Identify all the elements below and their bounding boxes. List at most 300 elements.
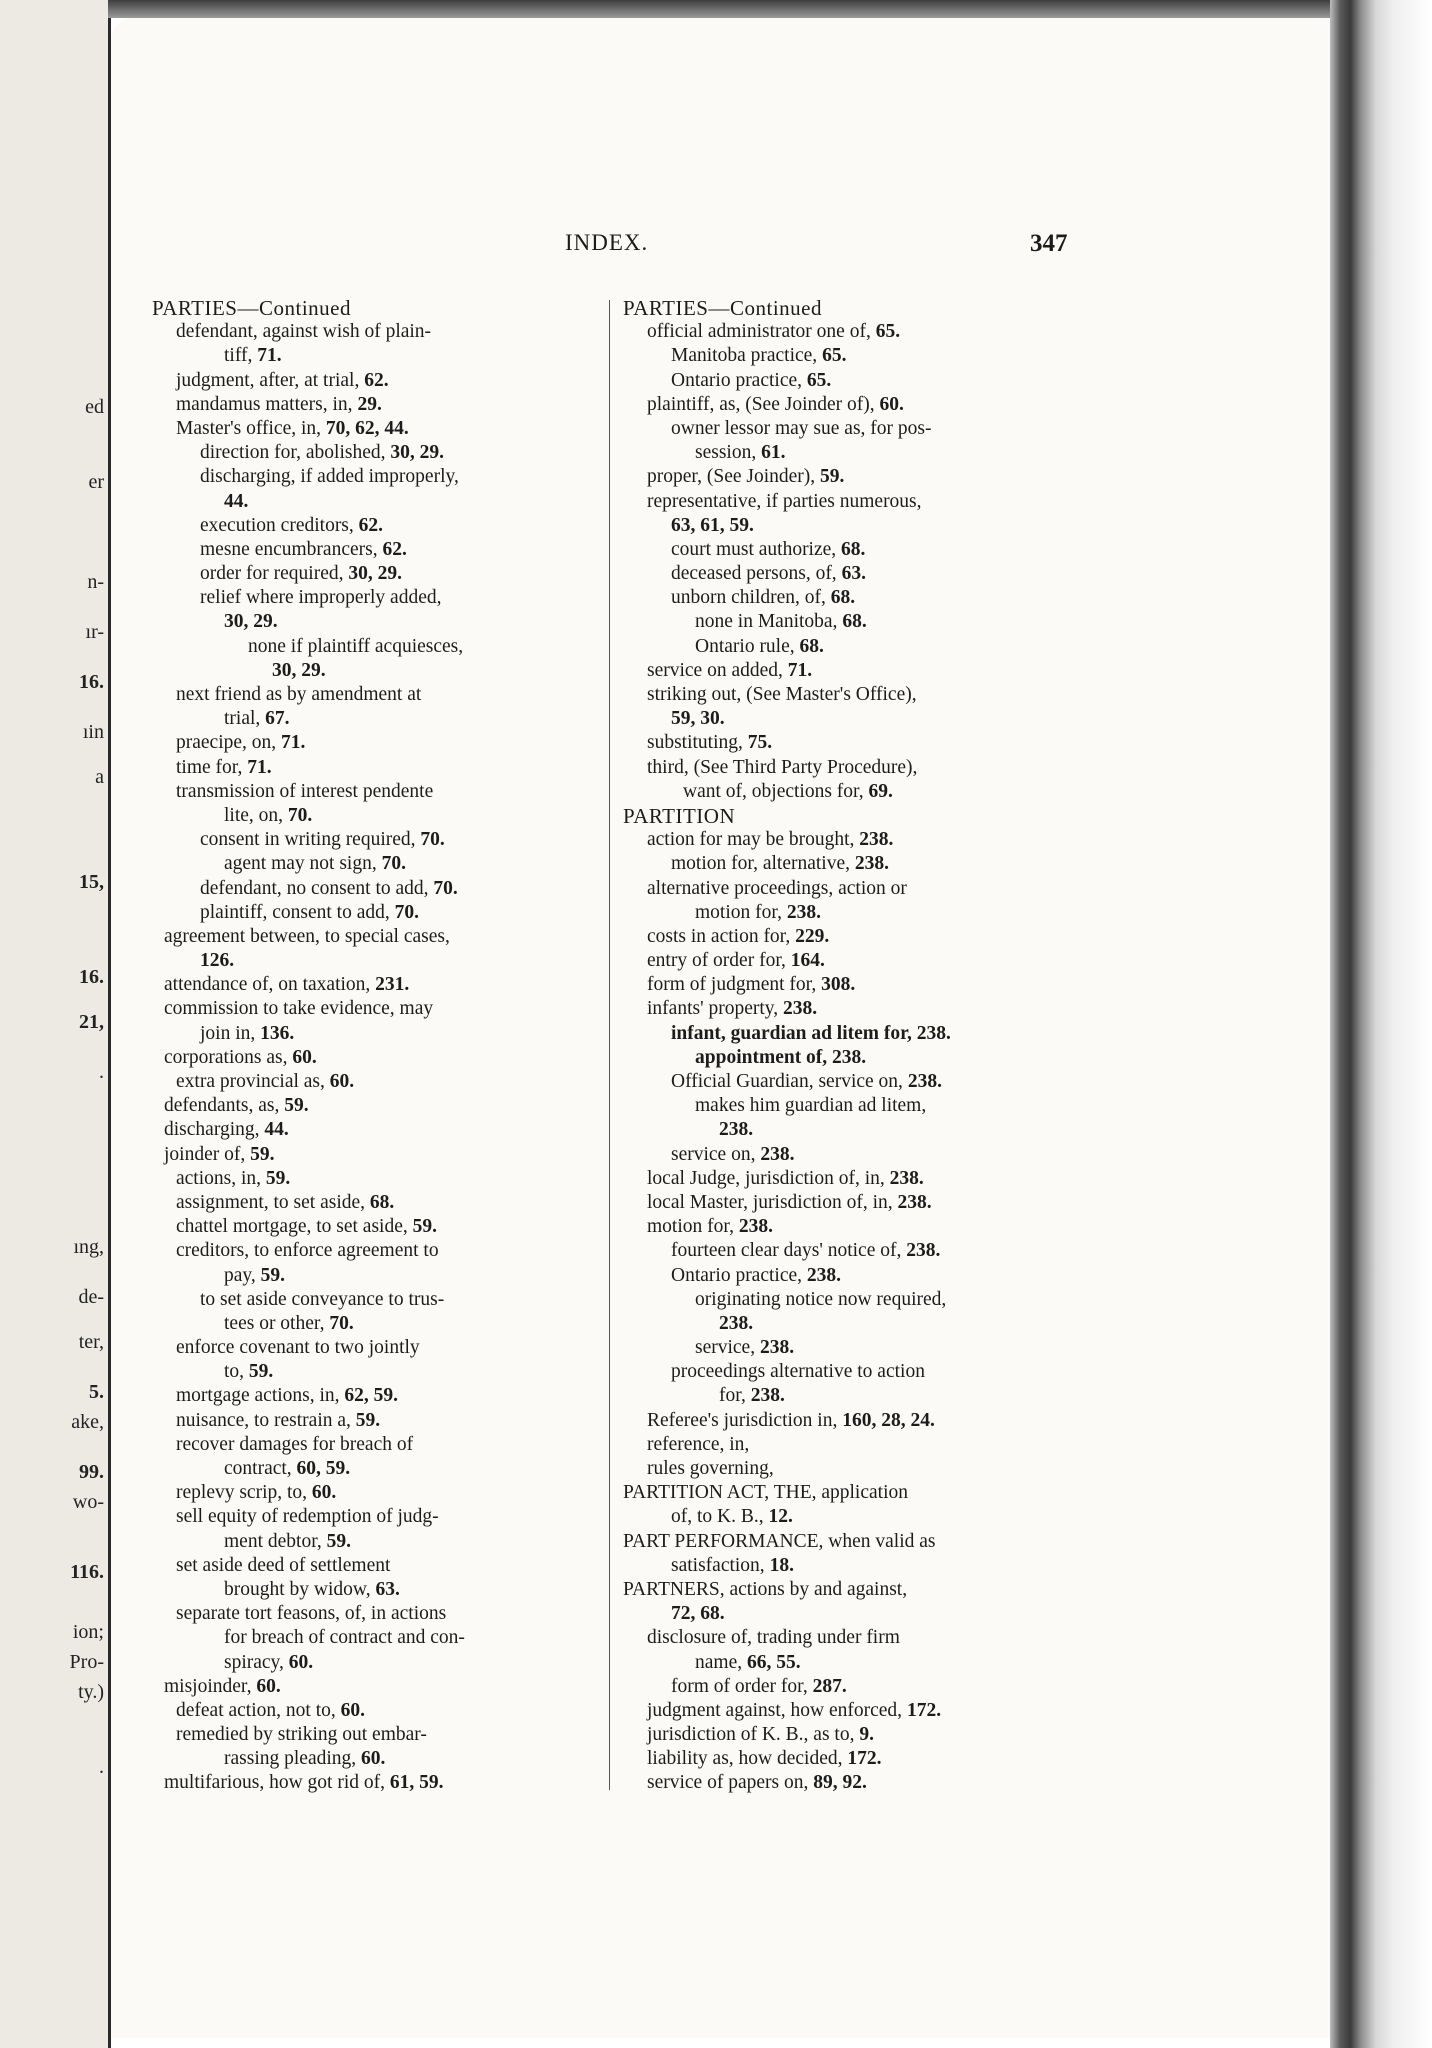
entry-text: jurisdiction of K. B., as to,: [647, 1724, 860, 1746]
index-entry: [152, 973, 592, 997]
index-entry: [623, 1578, 1073, 1602]
page-reference: 308.: [821, 974, 856, 996]
entry-text: local Judge, jurisdiction of, in,: [647, 1167, 890, 1189]
index-entry: [623, 1747, 1073, 1771]
entry-text: remedied by striking out embar-: [176, 1724, 427, 1746]
entry-text: session,: [695, 442, 762, 464]
entry-text: discharging,: [164, 1119, 265, 1141]
index-entry: [623, 320, 1073, 344]
page-reference: 65.: [822, 345, 847, 367]
index-entry: [152, 901, 592, 925]
page-reference: 59.: [412, 1216, 438, 1238]
page-reference: 60.: [292, 1046, 317, 1068]
facing-page-fragment: ty.): [78, 1681, 104, 1703]
facing-page-fragment: er: [88, 471, 104, 493]
facing-page-fragment: ake,: [71, 1411, 104, 1433]
index-entry: [152, 1481, 592, 1505]
index-entry: [623, 586, 1073, 610]
index-entry: [152, 828, 592, 852]
entry-text: order for required,: [200, 563, 349, 585]
entry-text: set aside deed of settlement: [176, 1554, 391, 1576]
index-entry: [152, 1723, 592, 1747]
entry-text: misjoinder,: [164, 1675, 257, 1697]
entry-text: agreement between, to special cases,: [164, 925, 450, 947]
index-entry: [623, 1094, 1073, 1118]
page-reference: 30, 29.: [348, 563, 402, 585]
entry-text: consent in writing required,: [200, 829, 421, 851]
index-entry: [152, 369, 592, 393]
entry-text: motion for,: [647, 1216, 739, 1238]
index-entry: [152, 659, 592, 683]
page-reference: 70.: [420, 829, 445, 851]
page-reference: 18.: [769, 1554, 794, 1576]
index-entry: [623, 1602, 1073, 1626]
index-entry: [152, 1360, 592, 1384]
index-entry: [152, 731, 592, 755]
page-reference: 29.: [357, 393, 382, 415]
entry-text: tiff,: [224, 345, 258, 367]
facing-page-fragment: n-: [87, 571, 104, 593]
entry-text: rules governing,: [647, 1458, 774, 1479]
index-entry: [623, 1626, 1073, 1650]
index-entry: [623, 1771, 1073, 1795]
entry-text: for,: [719, 1385, 751, 1407]
page-reference: 60.: [879, 393, 904, 415]
entry-text: court must authorize,: [671, 538, 842, 560]
entry-text: proper, (See Joinder),: [647, 466, 821, 488]
index-entry: [152, 1578, 592, 1602]
index-entry: [152, 1336, 592, 1360]
entry-text: originating notice now required,: [695, 1288, 947, 1310]
entry-text: enforce covenant to two jointly: [176, 1337, 420, 1359]
index-entry: [152, 804, 592, 828]
page-reference: 160, 28, 24.: [842, 1409, 935, 1431]
index-entry: [152, 562, 592, 586]
index-entry: [623, 1191, 1073, 1215]
page-reference: 71.: [247, 756, 272, 778]
entry-text: Official Guardian, service on,: [671, 1071, 908, 1092]
page-reference: 59.: [355, 1409, 381, 1431]
entry-text: ment debtor,: [224, 1530, 327, 1552]
facing-page-fragment: 15,: [79, 871, 104, 893]
page-top-shadow: [108, 0, 1342, 18]
entry-text: agent may not sign,: [224, 853, 382, 875]
entry-text: joinder of,: [164, 1143, 251, 1165]
page-reference: appointment of, 238.: [695, 1046, 867, 1068]
entry-text: service,: [695, 1337, 760, 1359]
index-entry: [152, 417, 592, 441]
entry-text: service of papers on,: [647, 1772, 814, 1794]
book-fore-edge: [1330, 0, 1432, 2048]
entry-text: direction for, abolished,: [200, 442, 391, 464]
index-entry: [152, 441, 592, 465]
index-entry: [623, 1215, 1073, 1239]
index-entry: [623, 925, 1073, 949]
index-entry: [152, 925, 592, 949]
index-entry: [623, 1505, 1073, 1529]
entry-text: actions, in,: [176, 1167, 266, 1189]
entry-text: mandamus matters, in,: [176, 393, 358, 415]
page-reference: 287.: [812, 1675, 847, 1697]
entry-text: Referee's jurisdiction in,: [647, 1409, 843, 1431]
entry-text: replevy scrip, to,: [176, 1482, 312, 1504]
page-reference: 89, 92.: [813, 1772, 867, 1794]
page-reference: 126.: [200, 950, 235, 972]
entry-text: deceased persons, of,: [671, 563, 842, 585]
entry-text: none in Manitoba,: [695, 611, 843, 633]
entry-text: defeat action, not to,: [176, 1699, 341, 1721]
page-reference: 59.: [248, 1361, 274, 1383]
index-entry: [152, 1457, 592, 1481]
entry-text: discharging, if added improperly,: [200, 466, 459, 488]
index-entry: [152, 1771, 592, 1795]
index-entry: [623, 490, 1073, 514]
page-header: [0, 230, 1432, 264]
entry-text: plaintiff, as, (See Joinder of),: [647, 393, 880, 415]
index-entry: [152, 320, 592, 344]
entry-text: none if plaintiff acquiesces,: [248, 635, 464, 657]
entry-text: to set aside conveyance to trus-: [200, 1288, 445, 1310]
facing-page-edge: [0, 0, 111, 2048]
entry-text: extra provincial as,: [176, 1071, 330, 1092]
index-entry: [623, 441, 1073, 465]
index-entry: [623, 731, 1073, 755]
page-reference: 229.: [795, 925, 830, 947]
page-reference: 238.: [719, 1312, 754, 1334]
index-entry: [152, 538, 592, 562]
entry-text: satisfaction,: [671, 1554, 770, 1576]
index-entry: [152, 1433, 592, 1457]
entry-text: contract,: [224, 1458, 297, 1479]
index-entry: [152, 877, 592, 901]
index-entry: [623, 659, 1073, 683]
facing-page-fragment: .: [99, 1756, 104, 1778]
page-reference: 238.: [897, 1191, 932, 1213]
index-entry: [152, 1505, 592, 1529]
page-reference: 59.: [326, 1530, 352, 1552]
page-reference: 68.: [830, 587, 856, 609]
index-entry: [623, 1336, 1073, 1360]
facing-page-fragment: wo-: [72, 1491, 104, 1513]
entry-text: reference, in,: [647, 1433, 750, 1455]
index-entry: [152, 1554, 592, 1578]
index-entry: [623, 1118, 1073, 1142]
page-reference: 62, 59.: [344, 1385, 399, 1407]
index-entry: [152, 1191, 592, 1215]
index-entry: [623, 1699, 1073, 1723]
page-reference: 60.: [329, 1071, 355, 1092]
page-reference: 70.: [433, 877, 458, 899]
entry-text: unborn children, of,: [671, 587, 831, 609]
index-entry: [623, 538, 1073, 562]
entry-text: owner lessor may sue as, for pos-: [671, 417, 932, 439]
index-entry: [152, 1409, 592, 1433]
facing-page-fragment: 99.: [79, 1461, 104, 1483]
index-entry: [152, 756, 592, 780]
index-entry: [623, 1675, 1073, 1699]
entry-text: trial,: [224, 708, 266, 730]
entry-text: defendant, no consent to add,: [200, 877, 434, 899]
entry-text: time for,: [176, 756, 248, 778]
facing-page-fragment: ıng,: [73, 1236, 104, 1258]
entry-text: pay,: [224, 1264, 261, 1286]
page-reference: 164.: [790, 950, 825, 972]
entry-text: PARTIES—Continued: [152, 296, 351, 320]
entry-text: lite, on,: [224, 804, 288, 826]
index-entry: [152, 635, 592, 659]
page-reference: 44.: [224, 490, 249, 512]
entry-text: proceedings alternative to action: [671, 1361, 925, 1383]
page-reference: 238.: [907, 1071, 942, 1092]
entry-text: assignment, to set aside,: [176, 1191, 370, 1213]
index-entry: [152, 780, 592, 804]
index-entry: [152, 1094, 592, 1118]
page-reference: 63.: [841, 563, 866, 585]
index-entry: [623, 1409, 1073, 1433]
index-entry: [152, 393, 592, 417]
entry-text: PARTIES—Continued: [623, 296, 822, 320]
running-head: INDEX.: [565, 230, 649, 255]
entry-text: makes him guardian ad litem,: [695, 1095, 927, 1117]
page-reference: 238.: [906, 1240, 941, 1262]
index-entry: [623, 1022, 1073, 1046]
facing-page-fragment: ır-: [85, 621, 104, 643]
entry-text: infants' property,: [647, 998, 784, 1020]
page-reference: 70.: [394, 901, 419, 923]
index-entry: [623, 973, 1073, 997]
page-reference: 65.: [806, 369, 832, 391]
entry-text: brought by widow,: [224, 1578, 376, 1600]
index-entry: [623, 610, 1073, 634]
index-entry: [623, 707, 1073, 731]
entry-text: disclosure of, trading under firm: [647, 1627, 900, 1649]
entry-text: join in,: [200, 1022, 261, 1044]
page-reference: 238.: [760, 1143, 795, 1165]
entry-text: Manitoba practice,: [671, 345, 823, 367]
entry-text: costs in action for,: [647, 925, 796, 947]
index-entry: [623, 756, 1073, 780]
entry-text: Ontario practice,: [671, 1264, 807, 1286]
entry-text: execution creditors,: [200, 514, 359, 536]
page-reference: 59.: [260, 1264, 286, 1286]
page-reference: 68.: [841, 538, 866, 560]
entry-text: for breach of contract and con-: [224, 1627, 465, 1649]
entry-text: name,: [695, 1651, 747, 1673]
index-entry: [152, 1384, 592, 1408]
index-column-left: [152, 296, 592, 1796]
entry-text: striking out, (See Master's Office),: [647, 684, 917, 705]
entry-text: judgment, after, at trial,: [176, 369, 365, 391]
entry-text: alternative proceedings, action or: [647, 877, 907, 899]
index-entry: [623, 877, 1073, 901]
entry-text: substituting,: [647, 732, 748, 754]
entry-text: plaintiff, consent to add,: [200, 901, 395, 923]
page-reference: 231.: [375, 974, 410, 996]
index-entry: [623, 369, 1073, 393]
facing-page-fragment: 116.: [70, 1561, 104, 1583]
entry-text: judgment against, how enforced,: [647, 1699, 907, 1721]
page-reference: 30, 29.: [224, 611, 278, 633]
page-reference: 59.: [820, 466, 845, 488]
index-entry: [623, 514, 1073, 538]
entry-text: action for may be brought,: [647, 829, 860, 851]
index-entry: [152, 1651, 592, 1675]
page-reference: 68.: [842, 611, 867, 633]
page-reference: 12.: [768, 1506, 793, 1528]
entry-text: transmission of interest pendente: [176, 780, 434, 802]
entry-text: rassing pleading,: [224, 1748, 362, 1770]
index-entry: [152, 707, 592, 731]
index-entry: [152, 1602, 592, 1626]
index-entry: [623, 1433, 1073, 1457]
entry-text: attendance of, on taxation,: [164, 974, 376, 996]
index-entry: [152, 1264, 592, 1288]
index-column-right: [623, 296, 1073, 1796]
page-reference: 62.: [382, 538, 407, 560]
index-entry: [623, 1384, 1073, 1408]
index-entry: [623, 465, 1073, 489]
page-reference: 59.: [250, 1143, 275, 1165]
entry-text: PARTITION: [623, 803, 736, 828]
index-entry: [152, 997, 592, 1021]
index-entry: [623, 417, 1073, 441]
page-number: 347: [1030, 230, 1068, 257]
page-reference: 238.: [786, 901, 821, 923]
page-reference: 62.: [358, 514, 384, 536]
page-reference: 69.: [868, 780, 893, 802]
page-reference: 70.: [381, 853, 406, 875]
entry-text: representative, if parties numerous,: [647, 490, 922, 512]
index-entry: [623, 1070, 1073, 1094]
entry-text: relief where improperly added,: [200, 587, 442, 609]
page-reference: 67.: [265, 708, 290, 730]
index-entry: [623, 828, 1073, 852]
page-reference: 238.: [859, 829, 894, 851]
facing-page-fragment: a: [95, 766, 104, 788]
entry-text: official administrator one of,: [647, 321, 876, 343]
page-reference: 71.: [257, 345, 282, 367]
index-entry: [152, 1215, 592, 1239]
page-reference: 172.: [906, 1699, 942, 1721]
page-reference: 68.: [369, 1191, 395, 1213]
page-reference: 238.: [854, 853, 889, 875]
index-entry: [623, 1530, 1073, 1554]
entry-text: spiracy,: [224, 1651, 289, 1673]
entry-text: commission to take evidence, may: [164, 998, 434, 1020]
page-reference: 72, 68.: [671, 1603, 725, 1625]
entry-text: defendant, against wish of plain-: [176, 321, 432, 343]
index-entry: [623, 1723, 1073, 1747]
page-reference: 62.: [364, 369, 389, 391]
page-reference: 238.: [750, 1385, 785, 1407]
index-entry: [152, 514, 592, 538]
index-entry: [623, 1046, 1073, 1070]
page-reference: 9.: [859, 1724, 874, 1746]
entry-text: Ontario practice,: [671, 369, 807, 391]
index-entry: [623, 1554, 1073, 1578]
index-entry: [623, 1457, 1073, 1481]
entry-text: corporations as,: [164, 1046, 293, 1068]
entry-text: motion for, alternative,: [671, 853, 855, 875]
index-entry: [623, 683, 1073, 707]
column-divider: [609, 300, 610, 1790]
page-reference: 60.: [340, 1699, 365, 1721]
index-entry: [623, 780, 1073, 804]
index-entry: [152, 949, 592, 973]
index-entry: [623, 344, 1073, 368]
entry-text: praecipe, on,: [176, 732, 282, 754]
facing-page-fragment: de-: [78, 1286, 104, 1308]
index-entry: [152, 465, 592, 489]
index-entry: [152, 586, 592, 610]
page-reference: 44.: [264, 1119, 289, 1141]
entry-text: next friend as by amendment at: [176, 684, 422, 705]
entry-text: third, (See Third Party Procedure),: [647, 756, 918, 778]
index-entry: [152, 344, 592, 368]
entry-text: fourteen clear days' notice of,: [671, 1240, 907, 1262]
facing-page-fragment: .: [99, 1061, 104, 1083]
facing-page-fragment: 21,: [79, 1011, 104, 1033]
page-reference: 59, 30.: [671, 708, 725, 730]
index-entry: [152, 1312, 592, 1336]
page-reference: 61, 59.: [389, 1772, 444, 1794]
index-entry: [152, 1699, 592, 1723]
entry-text: creditors, to enforce agreement to: [176, 1240, 439, 1262]
facing-page-fragment: Pro-: [69, 1651, 104, 1673]
index-entry: [152, 852, 592, 876]
index-entry: [152, 610, 592, 634]
page-reference: 70.: [287, 804, 313, 826]
entry-text: PARTNERS, actions by and against,: [623, 1578, 908, 1600]
page-reference: 71.: [281, 732, 306, 754]
index-entry: [623, 1288, 1073, 1312]
page-reference: 70.: [329, 1312, 354, 1334]
index-heading: [623, 804, 1073, 828]
index-entry: [152, 1530, 592, 1554]
entry-text: form of order for,: [671, 1675, 813, 1697]
page-reference: 59.: [284, 1095, 309, 1117]
page-reference: 60.: [311, 1482, 337, 1504]
facing-page-fragment: ter,: [78, 1331, 104, 1353]
page-reference: 70, 62, 44.: [325, 417, 409, 439]
page-reference: 238.: [806, 1264, 842, 1286]
index-heading: [623, 296, 1073, 320]
entry-text: Master's office, in,: [176, 417, 326, 439]
index-heading: [152, 296, 592, 320]
index-entry: [152, 1675, 592, 1699]
page-reference: 136.: [260, 1022, 295, 1044]
entry-text: want of, objections for,: [683, 780, 869, 802]
index-entry: [623, 635, 1073, 659]
index-entry: [152, 1239, 592, 1263]
entry-text: defendants, as,: [164, 1095, 285, 1117]
index-entry: [152, 1143, 592, 1167]
index-entry: [623, 901, 1073, 925]
page-reference: 60.: [288, 1651, 314, 1673]
index-entry: [623, 1143, 1073, 1167]
entry-text: form of judgment for,: [647, 974, 822, 996]
index-entry: [623, 562, 1073, 586]
index-entry: [623, 997, 1073, 1021]
entry-text: separate tort feasons, of, in actions: [176, 1603, 447, 1625]
entry-text: service on added,: [647, 659, 788, 681]
page-reference: 63.: [375, 1578, 400, 1600]
index-entry: [152, 1022, 592, 1046]
facing-page-fragment: 16.: [79, 966, 104, 988]
page-reference: 75.: [747, 732, 773, 754]
page-reference: 60, 59.: [296, 1458, 351, 1479]
page-reference: infant, guardian ad litem for, 238.: [671, 1022, 951, 1044]
